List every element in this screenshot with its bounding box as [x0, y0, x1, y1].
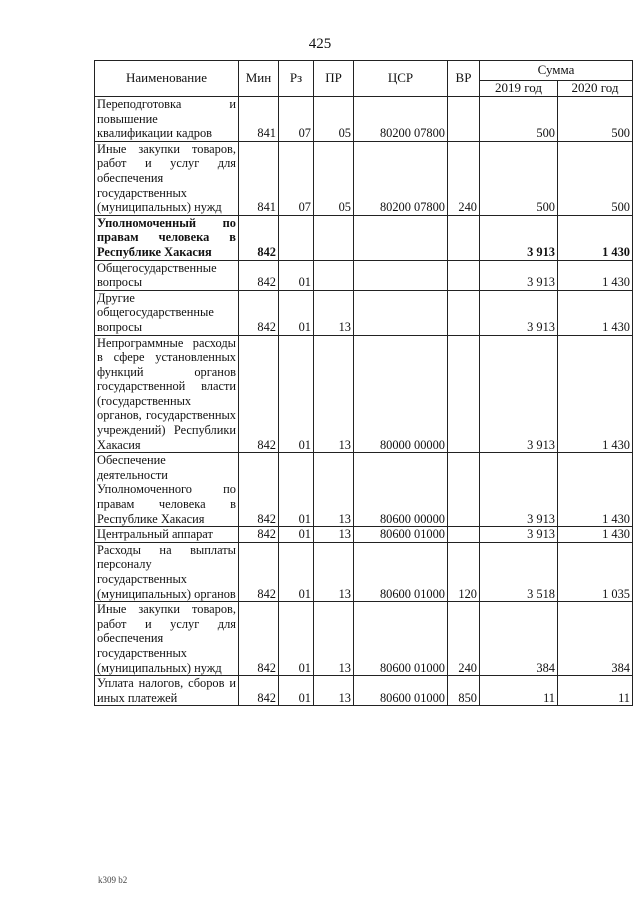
- cell-min: 841: [239, 97, 279, 142]
- footer-code: k309 b2: [98, 875, 128, 885]
- header-csr: ЦСР: [354, 61, 448, 97]
- cell-name: Другие общегосударственные вопросы: [95, 290, 239, 335]
- cell-rz: 01: [279, 453, 314, 527]
- cell-csr: [354, 290, 448, 335]
- cell-pr: 13: [314, 542, 354, 601]
- cell-pr: 05: [314, 97, 354, 142]
- cell-rz: 01: [279, 527, 314, 543]
- cell-rz: 01: [279, 676, 314, 706]
- cell-min: 841: [239, 141, 279, 215]
- cell-y2019: 3 913: [480, 527, 558, 543]
- cell-rz: 07: [279, 97, 314, 142]
- cell-y2019: 3 913: [480, 260, 558, 290]
- cell-pr: 13: [314, 676, 354, 706]
- cell-name: Общегосударственные вопросы: [95, 260, 239, 290]
- cell-y2020: 11: [558, 676, 633, 706]
- cell-pr: [314, 260, 354, 290]
- cell-min: 842: [239, 215, 279, 260]
- cell-y2020: 1 430: [558, 215, 633, 260]
- cell-pr: 13: [314, 290, 354, 335]
- cell-y2020: 384: [558, 602, 633, 676]
- cell-csr: 80600 01000: [354, 676, 448, 706]
- cell-y2020: 1 430: [558, 260, 633, 290]
- cell-y2019: 11: [480, 676, 558, 706]
- cell-pr: 13: [314, 602, 354, 676]
- cell-rz: 01: [279, 542, 314, 601]
- cell-vr: [448, 290, 480, 335]
- cell-min: 842: [239, 676, 279, 706]
- cell-vr: [448, 335, 480, 453]
- cell-name: Уполномоченный по правам человека в Республике Хакасия: [95, 215, 239, 260]
- cell-pr: 13: [314, 335, 354, 453]
- cell-csr: 80200 07800: [354, 141, 448, 215]
- header-vr: ВР: [448, 61, 480, 97]
- cell-name: Непрограммные расходы в сфере установленных функций органов государственной власти (государственных органов, государственных учреждений) Республики Хакасия: [95, 335, 239, 453]
- header-sum: Сумма: [480, 61, 633, 81]
- cell-min: 842: [239, 260, 279, 290]
- cell-vr: [448, 527, 480, 543]
- cell-csr: [354, 260, 448, 290]
- cell-pr: 13: [314, 453, 354, 527]
- cell-vr: [448, 453, 480, 527]
- table-row: [95, 542, 633, 601]
- table-row: [95, 215, 633, 260]
- cell-y2020: 1 430: [558, 290, 633, 335]
- cell-name: Обеспечение деятельности Уполномоченного по правам человека в Республике Хакасия: [95, 453, 239, 527]
- table-row: [95, 335, 633, 453]
- cell-rz: 01: [279, 260, 314, 290]
- cell-y2019: 500: [480, 141, 558, 215]
- header-min: Мин: [239, 61, 279, 97]
- table-row: [95, 602, 633, 676]
- table-row: [95, 527, 633, 543]
- header-pr: ПР: [314, 61, 354, 97]
- cell-y2020: 1 430: [558, 527, 633, 543]
- budget-table: [94, 60, 633, 706]
- cell-csr: 80200 07800: [354, 97, 448, 142]
- cell-rz: [279, 215, 314, 260]
- cell-min: 842: [239, 453, 279, 527]
- cell-name: Иные закупки товаров, работ и услуг для обеспечения государственных (муниципальных) нужд: [95, 141, 239, 215]
- cell-y2019: 500: [480, 97, 558, 142]
- table-row: [95, 453, 633, 527]
- page-number: 425: [308, 36, 332, 52]
- cell-min: 842: [239, 602, 279, 676]
- header-rz: Рз: [279, 61, 314, 97]
- cell-name: Центральный аппарат: [95, 527, 239, 543]
- cell-y2020: 500: [558, 141, 633, 215]
- cell-y2019: 3 913: [480, 335, 558, 453]
- cell-y2019: 3 913: [480, 290, 558, 335]
- cell-rz: 01: [279, 290, 314, 335]
- cell-y2020: 1 035: [558, 542, 633, 601]
- table-row: [95, 290, 633, 335]
- cell-vr: 240: [448, 602, 480, 676]
- cell-name: Расходы на выплаты персоналу государственных (муниципальных) органов: [95, 542, 239, 601]
- cell-csr: 80600 01000: [354, 542, 448, 601]
- cell-name: Уплата налогов, сборов и иных платежей: [95, 676, 239, 706]
- cell-y2020: 1 430: [558, 335, 633, 453]
- cell-name: Переподготовка и повышение квалификации кадров: [95, 97, 239, 142]
- table-row: [95, 676, 633, 706]
- table-row: [95, 260, 633, 290]
- cell-vr: 240: [448, 141, 480, 215]
- header-2020: 2020 год: [558, 81, 633, 97]
- cell-name: Иные закупки товаров, работ и услуг для обеспечения государственных (муниципальных) нужд: [95, 602, 239, 676]
- cell-vr: 850: [448, 676, 480, 706]
- cell-vr: [448, 260, 480, 290]
- cell-rz: 01: [279, 335, 314, 453]
- cell-vr: 120: [448, 542, 480, 601]
- cell-min: 842: [239, 542, 279, 601]
- cell-rz: 07: [279, 141, 314, 215]
- cell-csr: 80600 00000: [354, 453, 448, 527]
- cell-y2019: 3 913: [480, 453, 558, 527]
- cell-pr: 13: [314, 527, 354, 543]
- cell-min: 842: [239, 527, 279, 543]
- cell-csr: 80600 01000: [354, 527, 448, 543]
- cell-min: 842: [239, 335, 279, 453]
- cell-min: 842: [239, 290, 279, 335]
- cell-y2020: 1 430: [558, 453, 633, 527]
- cell-y2019: 3 518: [480, 542, 558, 601]
- table-row: [95, 141, 633, 215]
- cell-pr: [314, 215, 354, 260]
- cell-pr: 05: [314, 141, 354, 215]
- cell-csr: 80600 01000: [354, 602, 448, 676]
- cell-vr: [448, 215, 480, 260]
- cell-y2019: 384: [480, 602, 558, 676]
- cell-y2020: 500: [558, 97, 633, 142]
- header-name: Наименование: [95, 61, 239, 97]
- header-2019: 2019 год: [480, 81, 558, 97]
- cell-csr: [354, 215, 448, 260]
- cell-vr: [448, 97, 480, 142]
- cell-rz: 01: [279, 602, 314, 676]
- cell-csr: 80000 00000: [354, 335, 448, 453]
- table-body: [95, 97, 633, 706]
- table-row: [95, 97, 633, 142]
- cell-y2019: 3 913: [480, 215, 558, 260]
- table-header: [95, 61, 633, 97]
